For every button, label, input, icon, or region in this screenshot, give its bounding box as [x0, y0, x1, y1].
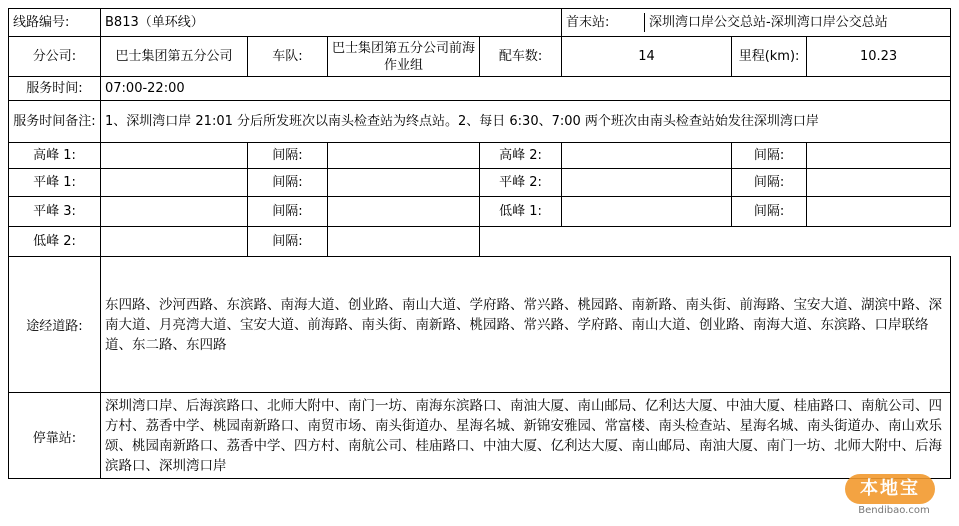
- flat1-label: 平峰 1:: [9, 169, 101, 197]
- notes-value: 1、深圳湾口岸 21:01 分后所发班次以南头检查站为终点站。2、每日 6:30、7:00 两个班次由南头检查站始发往深圳湾口岸: [101, 101, 951, 143]
- terminal-value: 深圳湾口岸公交总站-深圳湾口岸公交总站: [649, 15, 888, 30]
- peak2-interval-label: 间隔:: [732, 143, 807, 169]
- fleet-value: 巴士集团第五分公司前海作业组: [328, 37, 480, 77]
- service-time-label: 服务时间:: [9, 77, 101, 101]
- row-branch: [9, 37, 951, 77]
- bendibao-logo: 本地宝: [845, 474, 935, 504]
- empty-cell: [480, 227, 951, 257]
- row-service-time: [9, 77, 951, 101]
- roads-label: 途经道路:: [9, 257, 101, 393]
- row-low2: [9, 227, 951, 257]
- row-flat: [9, 169, 951, 197]
- peak2-interval-value: [807, 143, 951, 169]
- watermark: [839, 474, 949, 520]
- vehicles-label: 配车数:: [480, 37, 562, 77]
- flat3-interval-label: 间隔:: [248, 197, 328, 227]
- roads-value: 东四路、沙河西路、东滨路、南海大道、创业路、南山大道、学府路、常兴路、桃园路、南新路、南头街、前海路、宝安大道、湖滨中路、深南大道、月亮湾大道、宝安大道、前海路、南头街、南新路、桃园路、常兴路、学府路、南山大道、创业路、南海大道、东滨路、口岸联络道、东二路、东四路: [101, 257, 951, 393]
- line-no-value: B813（单环线）: [101, 9, 562, 37]
- low1-interval-value: [807, 197, 951, 227]
- flat3-label: 平峰 3:: [9, 197, 101, 227]
- peak1-value: [101, 143, 248, 169]
- row-roads: [9, 257, 951, 393]
- line-no-label: 线路编号:: [9, 9, 101, 37]
- branch-label: 分公司:: [9, 37, 101, 77]
- row-peak: [9, 143, 951, 169]
- mileage-label: 里程(km):: [732, 37, 807, 77]
- low1-label: 低峰 1:: [480, 197, 562, 227]
- terminal-inner: [562, 13, 950, 32]
- row-notes: [9, 101, 951, 143]
- stops-label: 停靠站:: [9, 393, 101, 479]
- peak1-interval-label: 间隔:: [248, 143, 328, 169]
- fleet-label: 车队:: [248, 37, 328, 77]
- route-info-table: [8, 8, 951, 479]
- peak1-interval-value: [328, 143, 480, 169]
- low2-value: [101, 227, 248, 257]
- bendibao-url: Bendibao.com: [858, 505, 930, 516]
- low2-interval-value: [328, 227, 480, 257]
- row-line-no: [9, 9, 951, 37]
- vehicles-value: 14: [562, 37, 732, 77]
- low2-interval-label: 间隔:: [248, 227, 328, 257]
- flat1-value: [101, 169, 248, 197]
- peak1-label: 高峰 1:: [9, 143, 101, 169]
- low1-value: [562, 197, 732, 227]
- low2-label: 低峰 2:: [9, 227, 101, 257]
- row-flat3-low1: [9, 197, 951, 227]
- flat3-interval-value: [328, 197, 480, 227]
- low1-interval-label: 间隔:: [732, 197, 807, 227]
- flat3-value: [101, 197, 248, 227]
- flat1-interval-value: [328, 169, 480, 197]
- mileage-value: 10.23: [807, 37, 951, 77]
- flat2-label: 平峰 2:: [480, 169, 562, 197]
- peak2-label: 高峰 2:: [480, 143, 562, 169]
- terminal-label: 首末站:: [562, 13, 645, 32]
- service-time-value: 07:00-22:00: [101, 77, 951, 101]
- notes-label: 服务时间备注:: [9, 101, 101, 143]
- flat2-interval-value: [807, 169, 951, 197]
- peak2-value: [562, 143, 732, 169]
- row-stops: [9, 393, 951, 479]
- flat2-interval-label: 间隔:: [732, 169, 807, 197]
- terminal-cell: [562, 9, 951, 37]
- flat1-interval-label: 间隔:: [248, 169, 328, 197]
- branch-value: 巴士集团第五分公司: [101, 37, 248, 77]
- stops-value: 深圳湾口岸、后海滨路口、北师大附中、南门一坊、南海东滨路口、南油大厦、南山邮局、亿利达大厦、中油大厦、桂庙路口、南航公司、四方村、荔香中学、桃园南新路口、南贸市场、南头街道办、星海名城、新锦安雅园、常富楼、南头检查站、星海名城、南头街道办、南山欢乐颂、桃园南新路口、荔香中学、四方村、南航公司、桂庙路口、中油大厦、亿利达大厦、南山邮局、南油大厦、南门一坊、北师大附中、后海滨路口、深圳湾口岸: [101, 393, 951, 479]
- flat2-value: [562, 169, 732, 197]
